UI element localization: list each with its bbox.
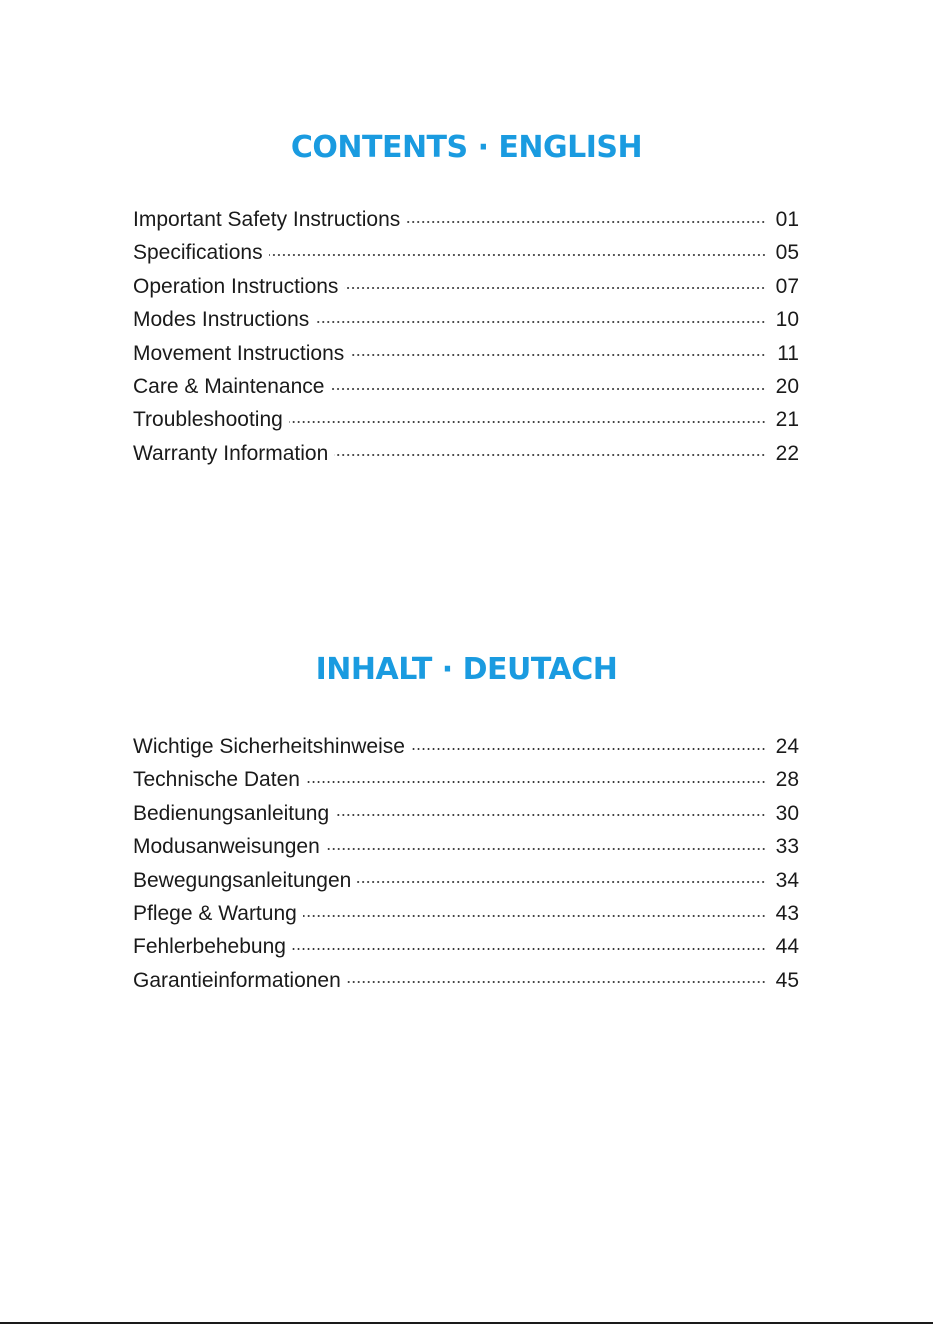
dot-leader [303,915,766,917]
toc-entry-label: Fehlerbehebung [133,935,286,959]
german-contents-list [133,730,799,997]
toc-entry-label: Bewegungsanleitungen [133,868,352,892]
dot-leader [350,354,766,356]
toc-entry-label: Pflege & Wartung [133,901,297,925]
dot-leader [315,321,766,323]
toc-entry [133,797,799,830]
toc-entry-page-number: 24 [775,735,799,758]
dot-leader [357,881,766,883]
toc-entry-label: Care & Maintenance [133,374,325,398]
toc-entry-page-number: 33 [775,835,799,859]
toc-entry-page-number: 07 [775,274,799,298]
toc-entry-page-number: 10 [775,308,799,332]
dot-leader [306,781,766,783]
toc-entry-label: Movement Instructions [133,341,345,365]
toc-entry-page-number: 44 [775,935,799,959]
toc-entry [133,403,799,436]
toc-entry-label: Modes Instructions [133,308,310,332]
toc-entry-page-number: 30 [775,801,799,825]
toc-entry [133,930,799,963]
toc-entry [133,337,799,370]
dot-leader [344,287,766,289]
toc-entry [133,370,799,403]
dot-leader [289,421,766,423]
toc-entry-label: Technische Daten [133,768,300,792]
toc-entry-label: Troubleshooting [133,408,283,432]
toc-entry-label: Bedienungsanleitung [133,801,330,825]
toc-entry-page-number: 11 [777,341,799,365]
toc-entry-page-number: 05 [775,241,799,265]
english-contents-list [133,203,799,470]
toc-entry-page-number: 28 [775,768,799,792]
toc-entry-label: Operation Instructions [133,274,339,298]
dot-leader [326,848,766,850]
toc-entry [133,437,799,470]
toc-entry [133,303,799,336]
toc-entry-label: Specifications [133,241,263,265]
toc-entry-page-number: 01 [775,208,799,231]
toc-entry-page-number: 43 [775,901,799,925]
dot-leader [269,254,766,256]
toc-entry [133,270,799,303]
toc-entry-page-number: 45 [775,968,799,992]
toc-entry-page-number: 22 [775,441,799,465]
toc-entry [133,730,799,763]
toc-entry-label: Wichtige Sicherheitshinweise [133,735,405,758]
toc-entry-page-number: 21 [775,408,799,432]
dot-leader [292,948,766,950]
toc-entry-label: Important Safety Instructions [133,208,401,231]
toc-entry-label: Warranty Information [133,441,329,465]
contents-english-title: CONTENTS · ENGLISH [290,130,643,165]
toc-entry [133,236,799,269]
toc-entry-page-number: 34 [775,868,799,892]
dot-leader [330,388,766,390]
toc-entry-page-number: 20 [775,374,799,398]
dot-leader [334,454,766,456]
toc-entry-label: Modusanweisungen [133,835,320,859]
toc-entry-label: Garantieinformationen [133,968,341,992]
toc-entry [133,897,799,930]
toc-entry [133,763,799,796]
dot-leader [335,814,766,816]
toc-entry [133,864,799,897]
contents-german-title: INHALT · DEUTACH [315,652,618,687]
dot-leader [347,981,766,983]
dot-leader [406,221,766,223]
toc-entry [133,964,799,997]
dot-leader [411,748,766,750]
toc-entry [133,203,799,236]
toc-entry [133,830,799,863]
